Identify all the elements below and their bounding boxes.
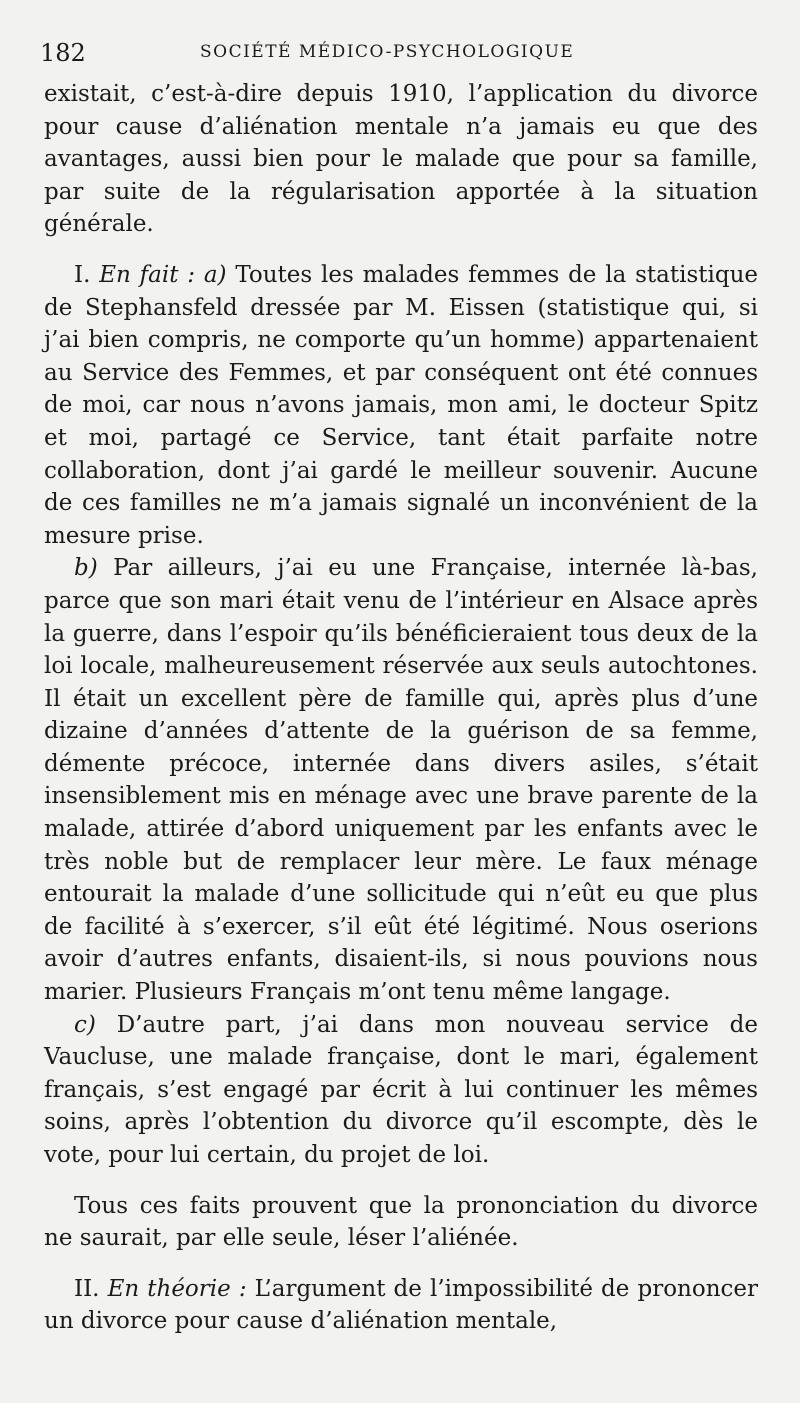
paragraph-1: existait, c’est-à-dire depuis 1910, l’application du divorce pour cause d’aliénation mentale n’a jamais eu que des avantages, aussi bien pour le malade que pour sa famille, par suite de la régularisation apportée à la situation générale.: [44, 81, 758, 238]
paragraph-text: L’argument de l’impossibilité de prononcer un divorce pour cause d’aliénation mentale,: [44, 1275, 759, 1335]
subsection-label: c): [74, 1011, 96, 1038]
paragraph-text: D’autre part, j’ai dans mon nouveau service de Vaucluse, une malade française, dont le mari, également français, s’est engagé par écrit à lui continuer les mêmes soins, après l’obtention du divorce qu’il escompte, dès le vote, pour lui certain, du projet de loi.: [44, 1011, 759, 1168]
section-heading: En fait :: [99, 261, 196, 288]
page-number: 182: [40, 39, 86, 67]
paragraph-c: [44, 1009, 758, 1172]
paragraph-section-i: [44, 259, 758, 552]
paragraph-text: Par ailleurs, j’ai eu une Française, internée là-bas, parce que son mari était venu de l’intérieur en Alsace après la guerre, dans l’espoir qu’ils bénéficieraient tous deux de la loi locale, malheureusement réservée aux seuls autochtones. Il était un excellent père de famille qui, après plus d’une dizaine d’années d’attente de la guérison de sa femme, démente précoce, internée dans divers asiles, s’était insensiblement mis en ménage avec une brave parente de la malade, attirée d’abord uniquement par les enfants avec le très noble but de remplacer leur mère. Le faux ménage entourait la malade d’une sollicitude qui n’eût eu que plus de facilité à s’exercer, s’il eût été légitimé. Nous oserions avoir d’autres enfants, disaient-ils, si nous pouvions nous marier. Plusieurs Français m’ont tenu même langage.: [44, 555, 758, 1006]
subsection-label: b): [74, 555, 98, 582]
paragraph-conclusion: Tous ces faits prouvent que la prononciation du divorce ne saurait, par elle seule, léser l’aliénée.: [44, 1192, 758, 1252]
subsection-label: a): [203, 261, 227, 288]
section-heading: En théorie :: [107, 1275, 247, 1302]
paragraph-section-ii: [44, 1273, 758, 1338]
paragraph-b: [44, 552, 758, 1008]
page-header: [40, 38, 760, 74]
running-title: SOCIÉTÉ MÉDICO-PSYCHOLOGIQUE: [200, 42, 575, 62]
body-text: [44, 78, 758, 1338]
section-label: II.: [74, 1275, 100, 1302]
paragraph-text: Toutes les malades femmes de la statistique de Stephansfeld dressée par M. Eissen (statistique qui, si j’ai bien compris, ne comporte qu’un homme) appartenaient au Service des Femmes, et par conséquent ont été connues de moi, car nous n’avons jamais, mon ami, le docteur Spitz et moi, partagé ce Service, tant était parfaite notre collaboration, dont j’ai gardé le meilleur souvenir. Aucune de ces familles ne m’a jamais signalé un inconvénient de la mesure prise.: [44, 261, 758, 549]
section-label: I.: [74, 261, 91, 288]
